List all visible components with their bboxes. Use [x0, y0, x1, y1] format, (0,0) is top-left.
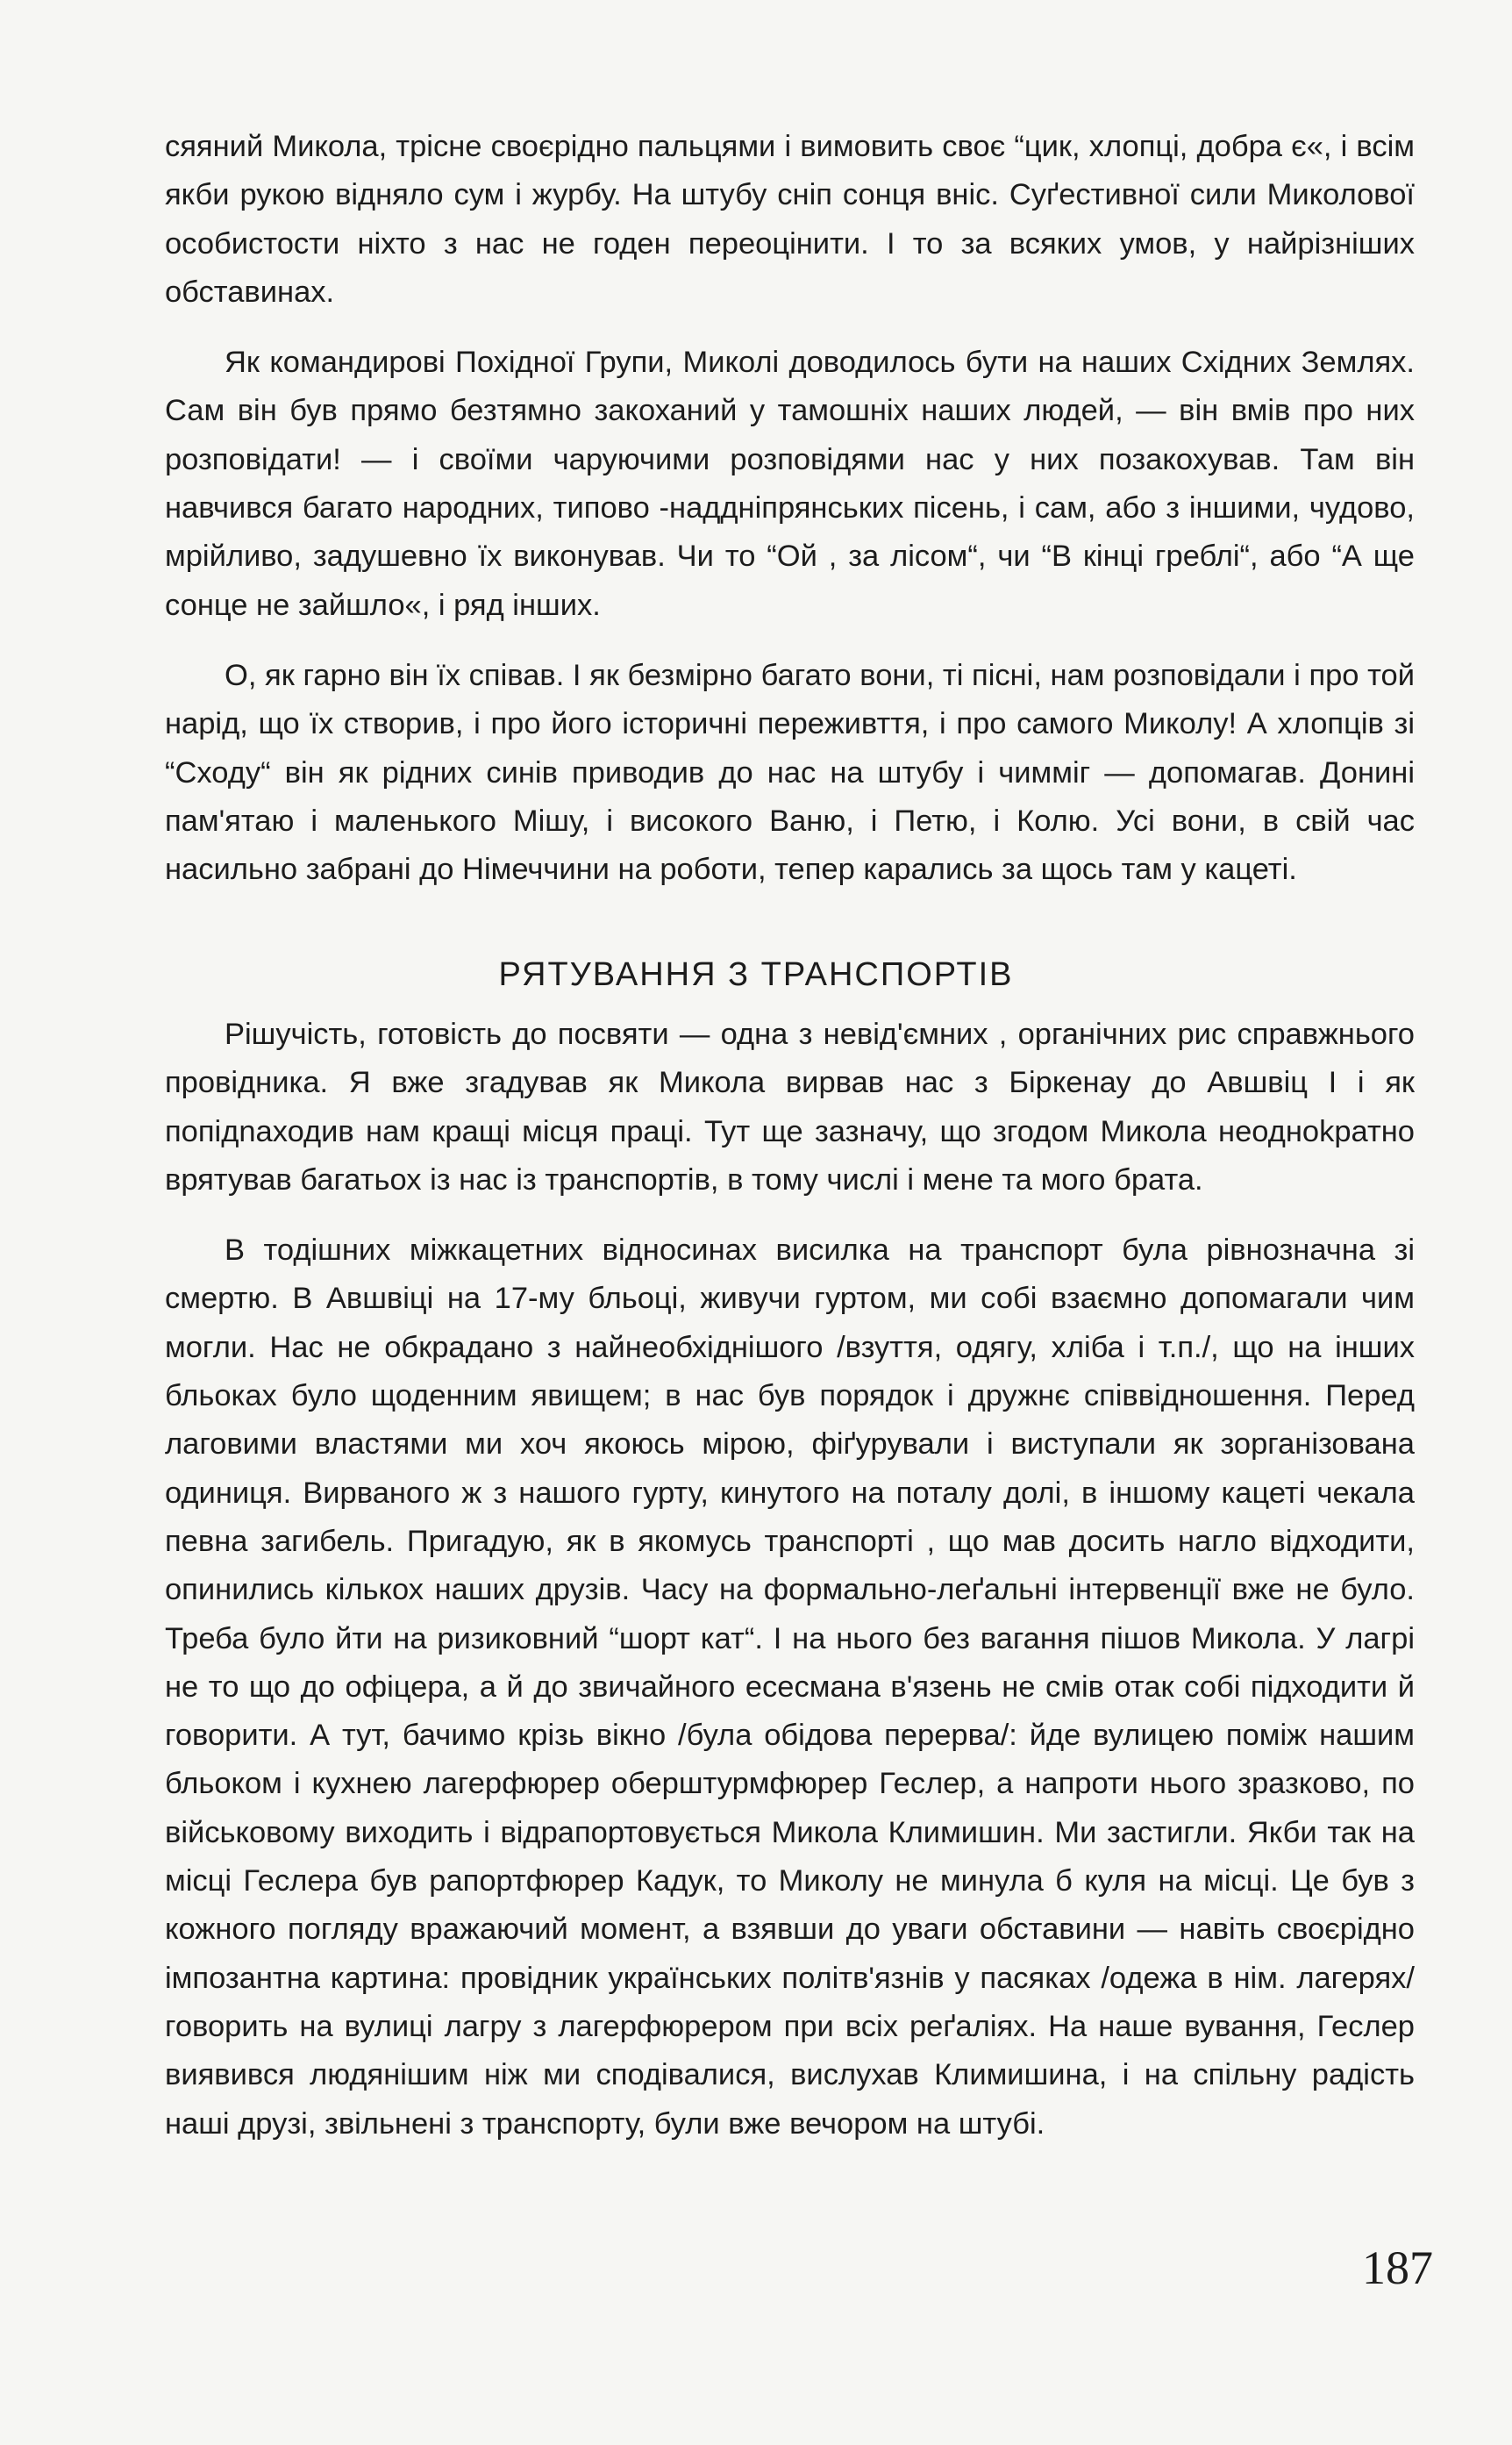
page-number: 187	[1362, 2241, 1433, 2294]
paragraph-3: О, як гарно він їх співав. І як безмірно багато вони, ті пісні, нам розповідали і про той нарід, що їх створив, і про його історичні переживття, і про самого Миколу! А хлопців зі “Сходу“ він як рідних синів приводив до нас на штубу і чимміг — допомагав. Донині пам'ятаю і маленького Мішу, і високого Ваню, і Петю, і Колю. Усі вони, в свій час насильно забрані до Німеччини на роботи, тепер карались за щось там у кацеті.	[165, 658, 1415, 887]
paragraph-5: В тодішних міжкацетних відносинах висилка на транспорт була рівнозначна зі смертю. В Авшвіці на 17-му бльоці, живучи гуртом, ми собі взаємно допомагали чим могли. Нас не обкрадано з найнеобхіднішого /взуття, одягу, хліба і т.п./, що на інших бльоках було щоденним явищем; в нас був порядок і дружнє співвідношення. Перед лаговими властями ми хоч якоюсь мірою, фіґурували і виступали як зорганізована одиниця. Вирваного ж з нашого гурту, кинутого на поталу долі, в іншому кацеті чекала певна загибель. Пригадую, як в якомусь транспорті , що мав досить нагло відходити, опинились кількох наших друзів. Часу на формально-леґальні інтервенції вже не було. Треба було йти на ризиковний “шорт кат“. І на нього без вагання пішов Микола. У лагрі не то що до офіцера, а й до звичайного есесмана в'язень не смів отак собі підходити й говорити. А тут, бачимо крізь вікно /була обідова перерва/: йде вулицею поміж нашим бльоком і кухнею лагерфюрер оберштурмфюрер Геслер, а напроти нього зразково, по військовому виходить і відрапортовується Микола Климишин. Ми застигли. Якби так на місці Геслера був рапортфюрер Кадук, то Миколу не минула б куля на місці. Це був з кожного погляду вражаючий момент, а взявши до уваги обставини — навіть своєрідно імпозантна картина: провідник українських політв'язнів у пасяках /одежа в нім. лагерях/ говорить на вулиці лагру з лагерфюрером при всіх реґаліях. На наше вування, Геслер виявився людянішим ніж ми сподівалися, вислухав Климишина, і на спільну радість наші друзі, звільнені з транспорту, були вже вечором на штубі.	[165, 1233, 1415, 2141]
paragraph-2: Як командирові Похідної Групи, Миколі доводилось бути на наших Східних Землях. Сам він був прямо безтямно закоханий у тамошніх наших людей, — він вмів про них розповідати! — і своїми чаруючими розповідями нас у них позакохував. Там він навчився багато народних, типово -наддніпрянських пісень, і сам, або з іншими, чудово, мрійливо, задушевно їх виконував. Чи то “Ой , за лісом“, чи “В кінці греблі“, або “А ще сонце не зайшло«, і ряд інших.	[165, 346, 1415, 622]
paragraph-4: Рішучість, готовість до посвяти — одна з невід'ємних , органічних рис справжнього провідника. Я вже згадував як Микола вирвав нас з Біркенау до Авшвіц І і як попідnaходив нам кращі місця праці. Тут ще зазначу, що згодом Микола неодноkратно врятував багатьох із нас із транспортів, в тому числі і мене та мого брата.	[165, 1018, 1415, 1197]
section-heading: РЯТУВАННЯ З ТРАНСПОРТІВ	[498, 956, 1014, 993]
paragraph-1: сяяний Микола, трісне своєрідно пальцями і вимовить своє “цик, хлопці, добра є«, і всім якби рукою відняло сум і журбу. На штубу сніп сонця вніс. Суґестивної сили Миколової особистости ніхто з нас не годен переоцінити. І то за всяких умов, у найрізніших обставинах.	[165, 130, 1415, 309]
text-section-bottom	[165, 1011, 1415, 2148]
text-section-top	[165, 123, 1415, 894]
